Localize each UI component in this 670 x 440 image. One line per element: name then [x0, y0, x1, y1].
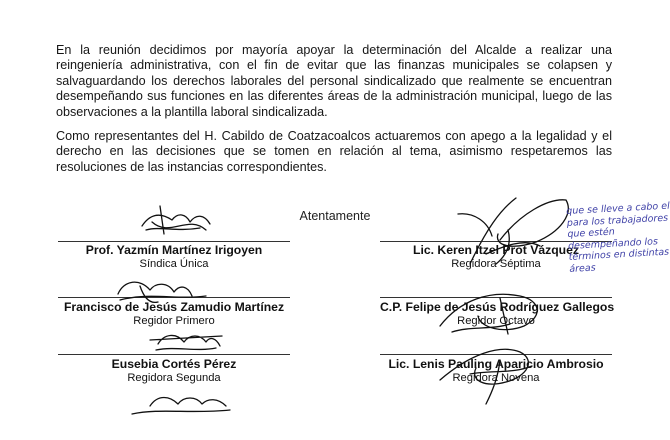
signer-role: Regidor Primero — [133, 315, 215, 327]
handwritten-note: que se lleve a cabo el para los trabajadores que estén desempeñando los términos en distintas áreas — [566, 200, 670, 275]
signer-right-2 — [380, 300, 615, 328]
closing-atentamente: Atentamente — [299, 209, 371, 223]
signer-name: Francisco de Jesús Zamudio Martínez — [63, 300, 285, 314]
signer-name: Lic. Lenis Pauling Aparicio Ambrosio — [388, 357, 604, 371]
signature-line-left-1 — [58, 241, 290, 242]
signature-line-right-2 — [380, 297, 612, 298]
signer-name: C.P. Felipe de Jesús Rodríguez Gallegos — [380, 300, 615, 314]
signer-role: Síndica Única — [139, 258, 209, 270]
paragraph-cabildo: Como representantes del H. Cabildo de Coatzacoalcos actuaremos con apego a la legalidad y el derecho en las decisiones que se tomen en relación al tema, asimismo respetaremos las resoluciones de las instancias correspondientes. — [56, 129, 612, 174]
signature-left-3 — [150, 335, 222, 350]
signer-role: Regidora Novena — [452, 372, 540, 384]
signer-left-1 — [58, 243, 290, 271]
signer-name: Prof. Yazmín Martínez Irigoyen — [85, 243, 263, 257]
signer-role: Regidora Séptima — [451, 258, 541, 270]
signer-left-3 — [58, 357, 290, 385]
signer-right-3 — [380, 357, 612, 385]
signer-name: Lic. Keren Itzel Prot Vázquez — [413, 243, 579, 257]
signature-line-left-2 — [58, 297, 290, 298]
signature-line-right-3 — [380, 354, 612, 355]
signature-line-left-3 — [58, 354, 290, 355]
signer-role: Regidor Octavo — [457, 315, 535, 327]
signature-left-4 — [132, 398, 230, 415]
paragraph-reingenieria: En la reunión decidimos por mayoría apoyar la determinación del Alcalde a realizar una reingeniería administrativa, con el fin de evitar que las finanzas municipales se colapsen y salvaguardando los derechos laborales del personal sindicalizado que realmente se encuentran desempeñando sus funciones en las diferentes áreas de la administración municipal, luego de las observaciones a la plantilla laboral sindicalizada. — [56, 43, 612, 119]
signer-name: Eusebia Cortés Pérez — [111, 357, 237, 371]
signer-left-2 — [58, 300, 290, 328]
signer-role: Regidora Segunda — [127, 372, 221, 384]
